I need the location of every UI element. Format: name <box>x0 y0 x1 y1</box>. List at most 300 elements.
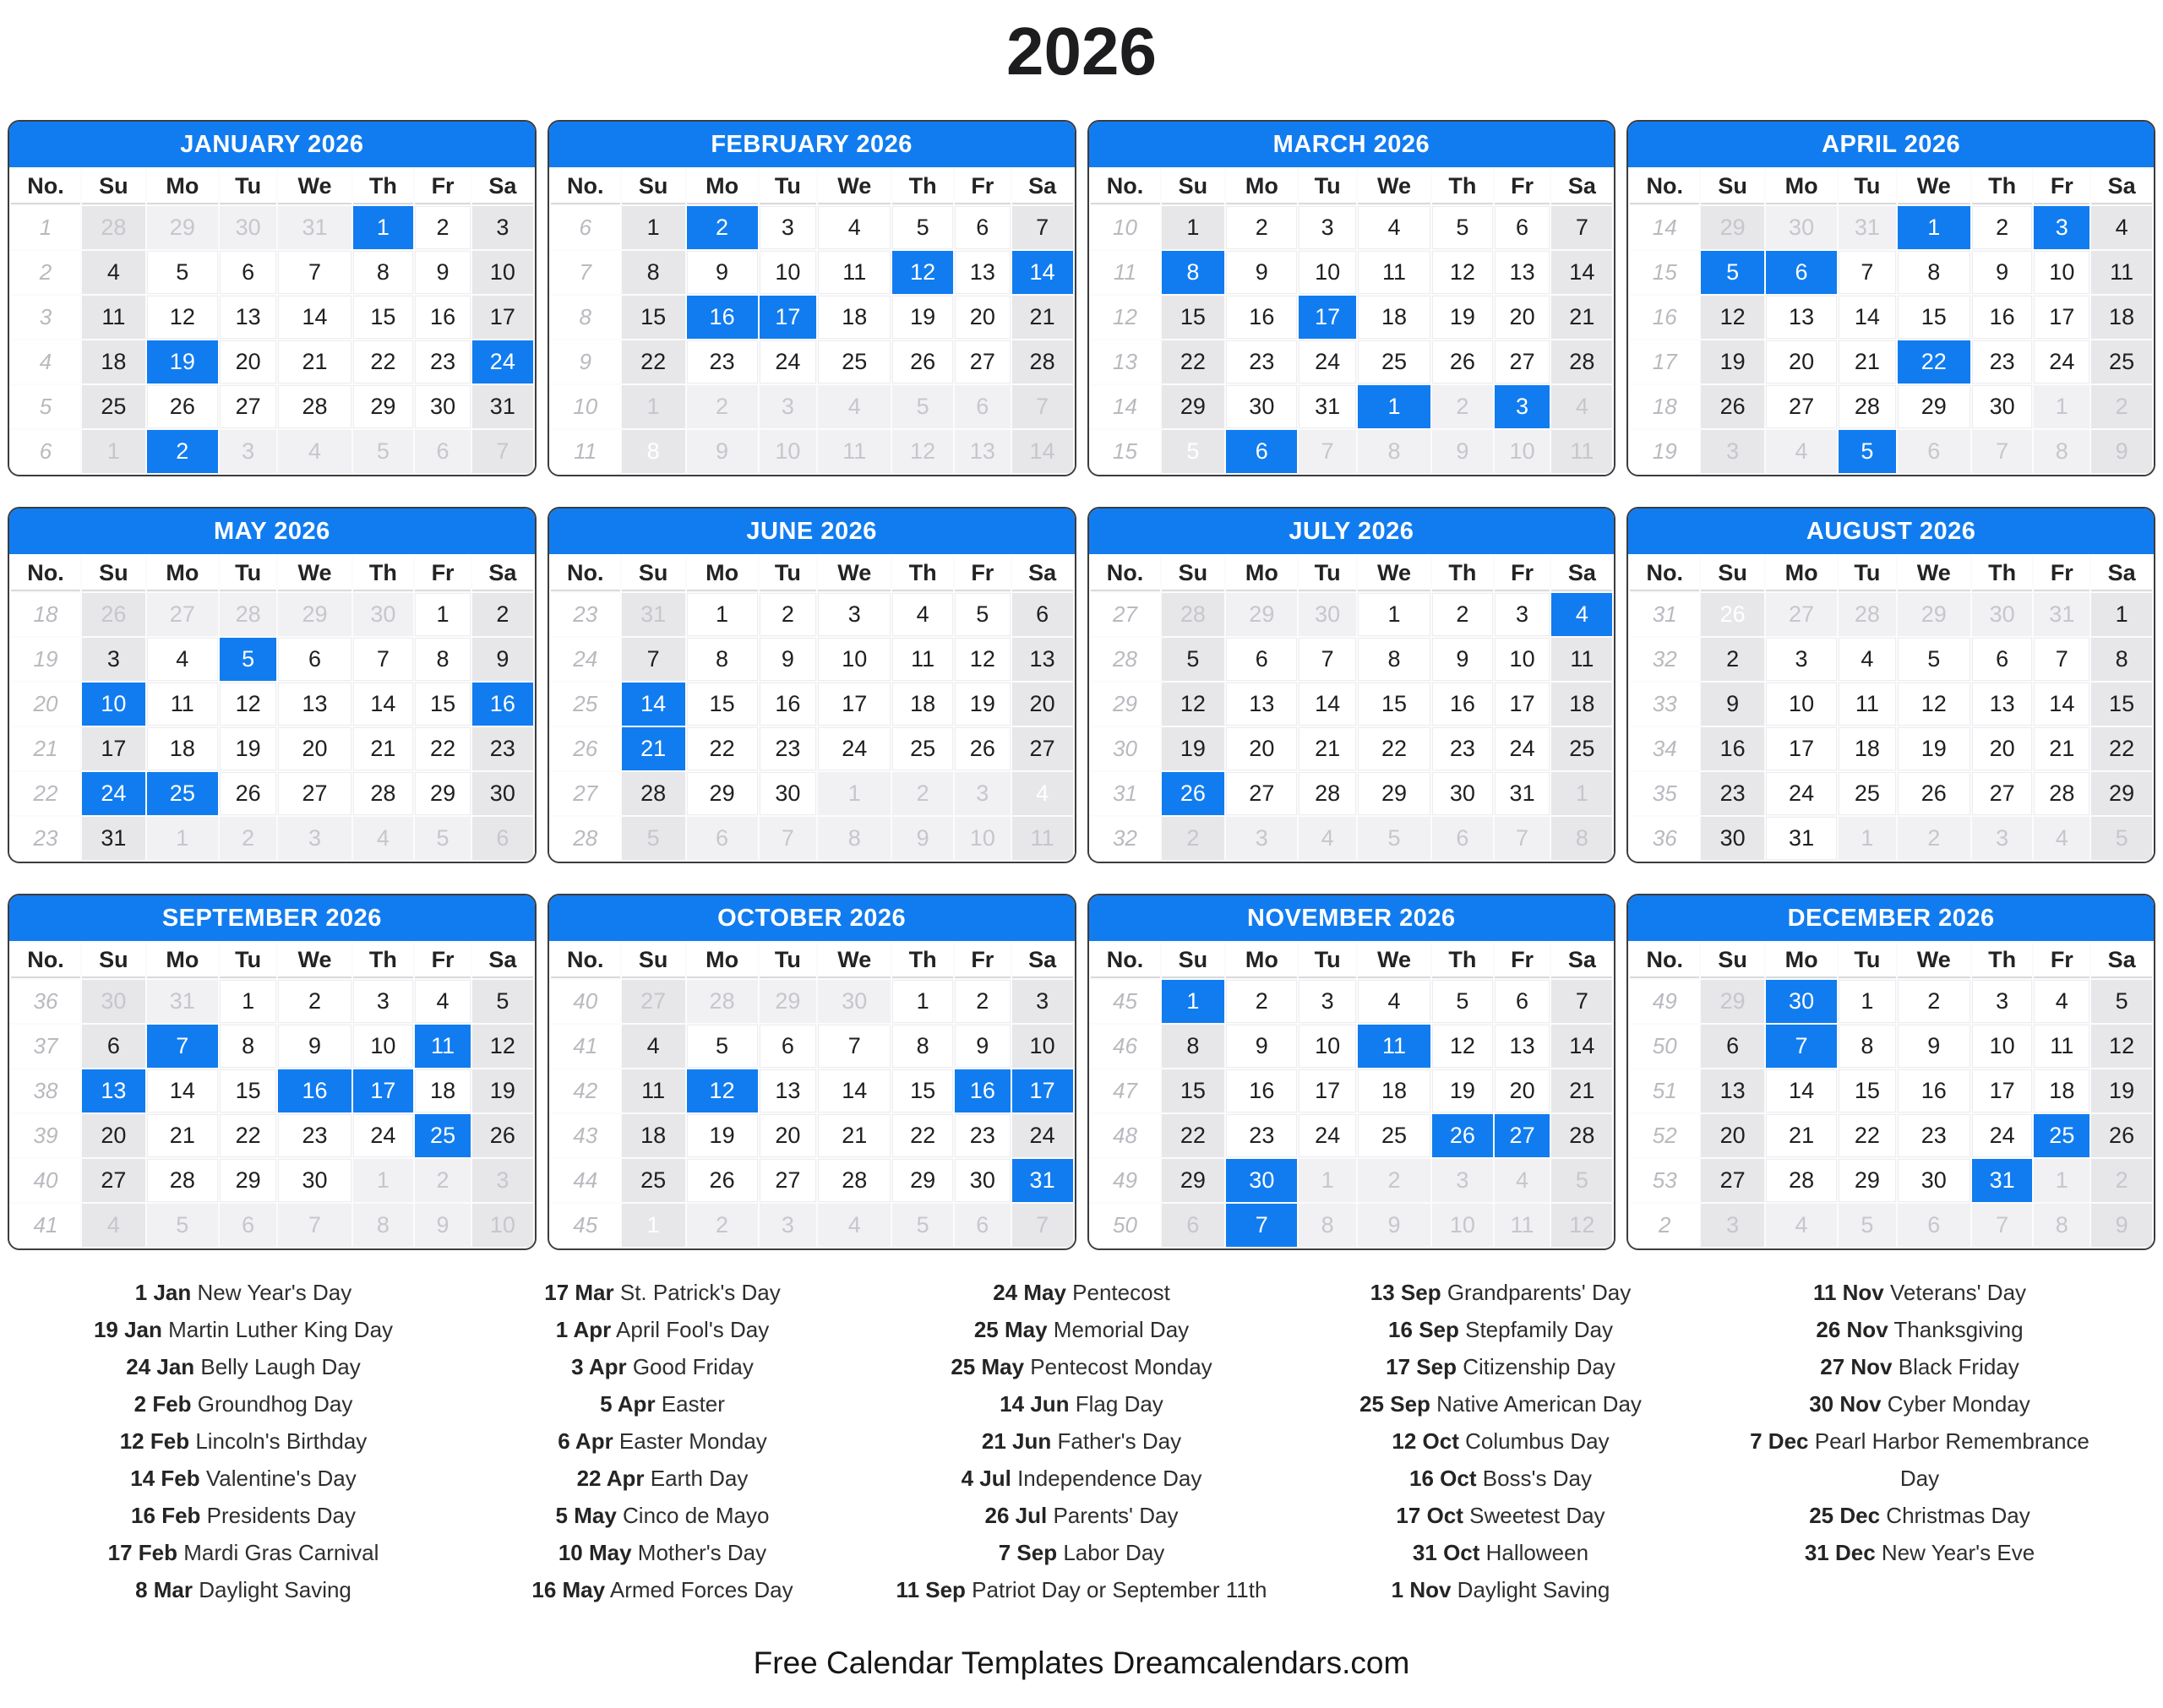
day-cell-highlighted: 16 <box>687 296 758 339</box>
holiday-name: Boss's Day <box>1476 1466 1592 1491</box>
day-cell-highlighted: 2 <box>147 430 218 473</box>
day-cell: 4 <box>1299 817 1356 860</box>
holiday-name: Parents' Day <box>1047 1503 1179 1528</box>
holiday-entry <box>1315 1311 1686 1348</box>
day-cell: 2 <box>2091 385 2152 428</box>
day-header-row <box>1091 556 1613 591</box>
day-cell: 4 <box>415 980 471 1023</box>
day-cell: 6 <box>687 817 758 860</box>
day-cell: 2 <box>687 385 758 428</box>
day-header: We <box>818 169 891 204</box>
day-header: Mo <box>1226 943 1297 978</box>
week-row <box>11 1159 533 1202</box>
holiday-entry <box>1734 1311 2106 1348</box>
day-cell: 4 <box>1551 385 1612 428</box>
week-number: 53 <box>1630 1159 1699 1202</box>
month-card <box>8 120 537 476</box>
day-cell: 3 <box>760 385 817 428</box>
day-cell: 3 <box>760 1204 817 1247</box>
day-header: Mo <box>687 943 758 978</box>
holiday-name: Armed Forces Day <box>605 1577 793 1602</box>
day-cell: 3 <box>1701 430 1764 473</box>
holiday-date: 17 Mar <box>544 1280 614 1305</box>
day-header: Fr <box>955 556 1011 591</box>
day-cell: 11 <box>1495 1204 1550 1247</box>
holiday-entry <box>57 1497 429 1534</box>
day-cell: 23 <box>278 1114 351 1157</box>
day-cell: 9 <box>1898 1025 1970 1068</box>
week-number: 47 <box>1091 1069 1160 1112</box>
day-header: Th <box>353 943 414 978</box>
week-row <box>11 727 533 770</box>
week-number: 44 <box>551 1159 620 1202</box>
week-number: 10 <box>1091 206 1160 249</box>
day-cell: 20 <box>1495 296 1550 339</box>
holiday-column <box>453 1274 872 1608</box>
holiday-name: Belly Laugh Day <box>194 1354 361 1379</box>
day-cell: 9 <box>1432 638 1493 681</box>
day-cell: 4 <box>1358 980 1430 1023</box>
holiday-entry <box>57 1422 429 1460</box>
holiday-name: Patriot Day or September 11th <box>965 1577 1267 1602</box>
day-cell-highlighted: 8 <box>1162 251 1225 294</box>
month-title: FEBRUARY 2026 <box>549 122 1075 167</box>
holiday-name: Presidents Day <box>200 1503 356 1528</box>
day-cell: 24 <box>760 340 817 383</box>
day-cell: 5 <box>1432 206 1493 249</box>
day-cell: 11 <box>892 638 953 681</box>
day-cell: 3 <box>1012 980 1073 1023</box>
day-cell: 6 <box>1432 817 1493 860</box>
week-number: 21 <box>11 727 80 770</box>
month-weeks <box>11 593 533 860</box>
week-row <box>551 727 1073 770</box>
day-cell: 21 <box>147 1114 218 1157</box>
day-cell: 10 <box>1432 1204 1493 1247</box>
day-header-row <box>11 169 533 204</box>
week-no-header: No. <box>1091 556 1160 591</box>
month-grid <box>549 941 1075 1248</box>
holiday-name: Martin Luther King Day <box>161 1317 394 1342</box>
day-header: Fr <box>415 169 471 204</box>
holiday-name: Pentecost Monday <box>1024 1354 1212 1379</box>
day-cell: 30 <box>353 593 414 636</box>
day-cell: 29 <box>1162 385 1225 428</box>
holiday-entry <box>896 1497 1267 1534</box>
week-row <box>551 1159 1073 1202</box>
day-cell: 30 <box>1898 1159 1970 1202</box>
holiday-name: Good Friday <box>626 1354 754 1379</box>
day-cell: 25 <box>82 385 145 428</box>
holiday-date: 6 Apr <box>558 1428 613 1454</box>
day-cell: 17 <box>1495 683 1550 726</box>
holiday-name: Cyber Monday <box>1881 1391 2030 1417</box>
week-number: 3 <box>11 296 80 339</box>
day-cell: 10 <box>1299 1025 1356 1068</box>
day-cell: 30 <box>472 772 533 815</box>
holiday-entry <box>57 1311 429 1348</box>
day-cell: 10 <box>1766 683 1837 726</box>
day-cell: 7 <box>353 638 414 681</box>
week-row <box>1091 340 1613 383</box>
holiday-date: 25 Dec <box>1809 1503 1881 1528</box>
day-cell: 3 <box>353 980 414 1023</box>
day-cell-highlighted: 4 <box>1012 772 1073 815</box>
day-cell: 31 <box>622 593 685 636</box>
day-cell: 30 <box>220 206 277 249</box>
holiday-name: Christmas Day <box>1880 1503 2030 1528</box>
day-header: Tu <box>220 169 277 204</box>
day-cell: 8 <box>1358 638 1430 681</box>
day-header: Sa <box>1012 943 1073 978</box>
day-cell: 9 <box>278 1025 351 1068</box>
holiday-date: 5 Apr <box>600 1391 656 1417</box>
day-cell: 10 <box>1972 1025 2033 1068</box>
holiday-entry <box>477 1571 848 1608</box>
day-cell: 8 <box>353 1204 414 1247</box>
week-row <box>11 1069 533 1112</box>
holiday-date: 22 Apr <box>576 1466 645 1491</box>
day-cell: 23 <box>1226 340 1297 383</box>
week-number: 48 <box>1091 1114 1160 1157</box>
day-header: Su <box>622 556 685 591</box>
day-cell: 28 <box>687 980 758 1023</box>
day-header-row <box>11 556 533 591</box>
day-cell: 5 <box>1432 980 1493 1023</box>
month-title: DECEMBER 2026 <box>1628 895 2154 941</box>
holiday-entry <box>57 1348 429 1385</box>
week-row <box>1091 727 1613 770</box>
day-header: Mo <box>1766 556 1837 591</box>
month-card <box>1626 894 2155 1250</box>
day-cell: 20 <box>1012 683 1073 726</box>
day-header: Th <box>353 169 414 204</box>
month-title: JANUARY 2026 <box>9 122 535 167</box>
day-cell-highlighted: 4 <box>1551 593 1612 636</box>
holiday-entry <box>896 1274 1267 1311</box>
day-cell: 30 <box>1226 385 1297 428</box>
holiday-name: Cinco de Mayo <box>616 1503 770 1528</box>
month-card <box>1087 120 1616 476</box>
holiday-date: 5 May <box>555 1503 617 1528</box>
day-cell: 2 <box>955 980 1011 1023</box>
day-cell: 1 <box>818 772 891 815</box>
day-cell-highlighted: 12 <box>687 1069 758 1112</box>
day-cell: 3 <box>278 817 351 860</box>
holiday-date: 8 Mar <box>135 1577 193 1602</box>
day-cell: 13 <box>1226 683 1297 726</box>
day-cell: 8 <box>892 1025 953 1068</box>
day-cell: 24 <box>1972 1114 2033 1157</box>
week-row <box>551 385 1073 428</box>
day-cell: 29 <box>1898 593 1970 636</box>
week-number: 22 <box>11 772 80 815</box>
holiday-date: 21 Jun <box>981 1428 1052 1454</box>
day-cell: 4 <box>2091 206 2152 249</box>
day-cell-highlighted: 27 <box>1495 1114 1550 1157</box>
day-cell: 10 <box>472 1204 533 1247</box>
day-cell: 4 <box>147 638 218 681</box>
day-header: Sa <box>1551 943 1612 978</box>
holiday-entry <box>477 1497 848 1534</box>
day-cell-highlighted: 5 <box>1701 251 1764 294</box>
holiday-entry <box>57 1571 429 1608</box>
day-header: Tu <box>1299 169 1356 204</box>
day-cell: 15 <box>1839 1069 1896 1112</box>
day-cell-highlighted: 1 <box>622 1204 685 1247</box>
day-cell: 28 <box>278 385 351 428</box>
holiday-date: 2 Feb <box>133 1391 192 1417</box>
holiday-name: Flag Day <box>1069 1391 1163 1417</box>
day-cell: 6 <box>472 817 533 860</box>
day-cell: 2 <box>892 772 953 815</box>
day-cell-highlighted: 11 <box>415 1025 471 1068</box>
week-number: 7 <box>551 251 620 294</box>
day-header: Fr <box>955 943 1011 978</box>
month-weeks <box>11 980 533 1247</box>
day-cell: 4 <box>82 251 145 294</box>
day-header: Su <box>82 169 145 204</box>
day-header: Fr <box>955 169 1011 204</box>
day-cell-highlighted: 30 <box>1226 1159 1297 1202</box>
holiday-name: Mother's Day <box>631 1540 767 1565</box>
day-cell: 20 <box>955 296 1011 339</box>
day-cell: 15 <box>1898 296 1970 339</box>
week-row <box>1091 1159 1613 1202</box>
holiday-date: 13 Sep <box>1370 1280 1441 1305</box>
day-cell: 11 <box>818 251 891 294</box>
day-cell: 22 <box>1839 1114 1896 1157</box>
day-cell: 27 <box>147 593 218 636</box>
day-cell: 25 <box>818 340 891 383</box>
day-cell-highlighted: 31 <box>1972 1159 2033 1202</box>
week-number: 27 <box>1091 593 1160 636</box>
day-header: Tu <box>760 943 817 978</box>
day-cell: 5 <box>353 430 414 473</box>
day-cell: 8 <box>622 251 685 294</box>
day-cell: 29 <box>760 980 817 1023</box>
day-cell: 12 <box>1432 1025 1493 1068</box>
month-weeks <box>11 206 533 473</box>
day-cell-highlighted: 17 <box>353 1069 414 1112</box>
day-cell: 30 <box>1299 593 1356 636</box>
day-cell-highlighted: 17 <box>1299 296 1356 339</box>
day-cell: 4 <box>892 593 953 636</box>
week-number: 46 <box>1091 1025 1160 1068</box>
day-cell: 4 <box>818 1204 891 1247</box>
day-cell: 26 <box>1701 385 1764 428</box>
holiday-date: 1 Nov <box>1391 1577 1452 1602</box>
holiday-entry <box>1734 1497 2106 1534</box>
months-grid <box>0 120 2163 1250</box>
holiday-entry <box>477 1460 848 1497</box>
day-header: Mo <box>1226 169 1297 204</box>
month-grid <box>1089 167 1615 475</box>
month-card <box>1626 507 2155 863</box>
day-cell: 18 <box>1358 296 1430 339</box>
day-cell: 2 <box>1972 206 2033 249</box>
month-card <box>548 507 1076 863</box>
day-cell: 6 <box>1226 638 1297 681</box>
month-card <box>548 120 1076 476</box>
day-cell: 12 <box>1432 251 1493 294</box>
day-cell: 29 <box>1701 206 1764 249</box>
day-cell: 20 <box>1701 1114 1764 1157</box>
month-grid <box>9 554 535 862</box>
day-header: Sa <box>1551 556 1612 591</box>
month-title: JULY 2026 <box>1089 509 1615 554</box>
week-no-header: No. <box>1630 943 1699 978</box>
day-header: Th <box>1432 556 1493 591</box>
week-number: 27 <box>551 772 620 815</box>
week-no-header: No. <box>1630 556 1699 591</box>
week-row <box>1630 1069 2152 1112</box>
day-cell: 18 <box>818 296 891 339</box>
day-cell: 15 <box>1358 683 1430 726</box>
holiday-name: New Year's Eve <box>1875 1540 2035 1565</box>
day-cell-highlighted: 1 <box>1162 980 1225 1023</box>
week-row <box>11 1204 533 1247</box>
day-cell: 24 <box>353 1114 414 1157</box>
day-cell: 22 <box>622 340 685 383</box>
day-cell: 26 <box>2091 1114 2152 1157</box>
day-header: Mo <box>147 943 218 978</box>
day-cell: 23 <box>415 340 471 383</box>
holiday-entry <box>896 1348 1267 1385</box>
holiday-name: Thanksgiving <box>1888 1317 2024 1342</box>
day-header: Mo <box>1766 943 1837 978</box>
day-cell-highlighted: 10 <box>82 683 145 726</box>
day-cell: 31 <box>82 817 145 860</box>
day-header: Fr <box>1495 556 1550 591</box>
day-cell: 31 <box>1766 817 1837 860</box>
week-no-header: No. <box>11 943 80 978</box>
day-cell: 29 <box>1226 593 1297 636</box>
holiday-name: Easter Monday <box>613 1428 767 1454</box>
day-cell: 25 <box>1358 340 1430 383</box>
day-cell: 2 <box>687 1204 758 1247</box>
day-cell: 16 <box>1898 1069 1970 1112</box>
week-number: 18 <box>11 593 80 636</box>
holiday-date: 24 May <box>993 1280 1066 1305</box>
day-cell: 1 <box>415 593 471 636</box>
week-row <box>1630 980 2152 1023</box>
holiday-name: Grandparents' Day <box>1441 1280 1632 1305</box>
day-cell-highlighted: 30 <box>1766 980 1837 1023</box>
day-cell: 7 <box>622 638 685 681</box>
week-row <box>1630 727 2152 770</box>
day-header: We <box>1358 556 1430 591</box>
holiday-column <box>1291 1274 1710 1608</box>
day-cell: 8 <box>353 251 414 294</box>
holiday-date: 14 Feb <box>130 1466 200 1491</box>
day-cell-highlighted: 3 <box>2034 206 2089 249</box>
day-cell: 24 <box>818 727 891 770</box>
day-cell: 27 <box>1226 772 1297 815</box>
day-cell: 9 <box>1432 430 1493 473</box>
holiday-column <box>1710 1274 2129 1571</box>
day-cell: 25 <box>1839 772 1896 815</box>
day-header: We <box>1898 556 1970 591</box>
day-cell: 7 <box>2034 638 2089 681</box>
day-cell: 9 <box>1226 251 1297 294</box>
week-number: 35 <box>1630 772 1699 815</box>
day-cell: 1 <box>2034 1159 2089 1202</box>
month-weeks <box>551 980 1073 1247</box>
day-cell: 4 <box>278 430 351 473</box>
day-header-row <box>1630 556 2152 591</box>
day-cell: 11 <box>1839 683 1896 726</box>
day-cell: 1 <box>1839 980 1896 1023</box>
day-cell: 6 <box>220 1204 277 1247</box>
holiday-date: 30 Nov <box>1809 1391 1882 1417</box>
day-cell: 26 <box>82 593 145 636</box>
holiday-date: 7 Sep <box>998 1540 1058 1565</box>
day-cell-highlighted: 16 <box>278 1069 351 1112</box>
day-cell-highlighted: 12 <box>892 251 953 294</box>
day-cell: 17 <box>1299 1069 1356 1112</box>
day-cell: 9 <box>892 817 953 860</box>
day-cell: 25 <box>892 727 953 770</box>
week-number: 38 <box>11 1069 80 1112</box>
holiday-name: Columbus Day <box>1458 1428 1610 1454</box>
day-cell: 17 <box>1972 1069 2033 1112</box>
day-cell: 5 <box>892 385 953 428</box>
day-cell: 15 <box>687 683 758 726</box>
day-cell: 19 <box>1701 340 1764 383</box>
holiday-column <box>34 1274 453 1608</box>
day-cell: 20 <box>1972 727 2033 770</box>
day-cell: 18 <box>147 727 218 770</box>
day-cell: 5 <box>2091 980 2152 1023</box>
day-cell: 7 <box>1012 385 1073 428</box>
day-cell: 21 <box>1839 340 1896 383</box>
holiday-name: Daylight Saving <box>193 1577 351 1602</box>
week-number: 6 <box>11 430 80 473</box>
day-cell: 14 <box>818 1069 891 1112</box>
holiday-date: 4 Jul <box>961 1466 1011 1491</box>
day-cell: 5 <box>1358 817 1430 860</box>
holiday-date: 12 Oct <box>1392 1428 1459 1454</box>
week-row <box>1091 817 1613 860</box>
week-row <box>1091 430 1613 473</box>
day-cell: 6 <box>1898 1204 1970 1247</box>
month-weeks <box>1630 206 2152 473</box>
day-header: Sa <box>2091 556 2152 591</box>
day-header-row <box>1091 169 1613 204</box>
holiday-entry <box>1315 1348 1686 1385</box>
week-number: 40 <box>551 980 620 1023</box>
week-no-header: No. <box>551 943 620 978</box>
week-number: 32 <box>1091 817 1160 860</box>
day-cell: 27 <box>1012 727 1073 770</box>
day-header: Su <box>622 943 685 978</box>
day-cell: 3 <box>1226 817 1297 860</box>
day-cell: 5 <box>415 817 471 860</box>
week-number: 52 <box>1630 1114 1699 1157</box>
day-cell: 26 <box>955 727 1011 770</box>
day-header: Mo <box>147 169 218 204</box>
day-cell: 30 <box>760 772 817 815</box>
month-card <box>8 507 537 863</box>
holiday-date: 26 Nov <box>1816 1317 1888 1342</box>
day-cell: 4 <box>1495 1159 1550 1202</box>
day-cell: 3 <box>472 206 533 249</box>
day-cell: 16 <box>1226 296 1297 339</box>
day-header: Su <box>82 556 145 591</box>
day-header: Fr <box>1495 943 1550 978</box>
day-cell: 23 <box>1972 340 2033 383</box>
